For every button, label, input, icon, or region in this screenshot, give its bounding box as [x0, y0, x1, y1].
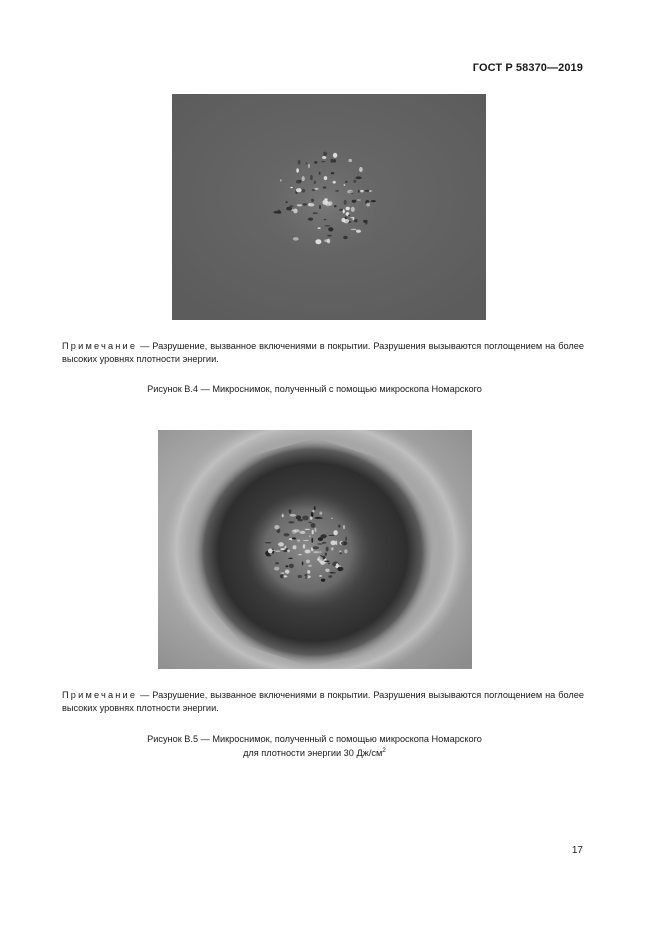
page-number: 17 [571, 845, 583, 856]
figure-b4-note [62, 340, 584, 366]
caption-line-2-text: для плотности энергии 30 Дж/см [243, 748, 383, 758]
note-lead: Примечание [62, 690, 138, 700]
note-text: — Разрушение, вызванное включениями в покрытии. Разрушения вызываются поглощением на более высоких уровнях плотности энергии. [62, 341, 584, 364]
note-text: — Разрушение, вызванное включениями в покрытии. Разрушения вызываются поглощением на более высоких уровнях плотности энергии. [62, 690, 584, 713]
figure-b4-caption: Рисунок В.4 — Микроснимок, полученный с помощью микроскопа Номарского [147, 384, 482, 394]
figure-b5-caption [0, 733, 645, 759]
note-lead: Примечание [62, 341, 138, 351]
caption-superscript: 2 [382, 747, 386, 754]
micrograph-b5 [158, 430, 472, 669]
caption-line-2 [0, 745, 645, 759]
figure-b5-note [62, 689, 584, 715]
caption-line-1: Рисунок В.5 — Микроснимок, полученный с помощью микроскопа Номарского [147, 734, 482, 744]
micrograph-b4 [172, 94, 486, 320]
document-header: ГОСТ Р 58370—2019 [472, 62, 583, 74]
